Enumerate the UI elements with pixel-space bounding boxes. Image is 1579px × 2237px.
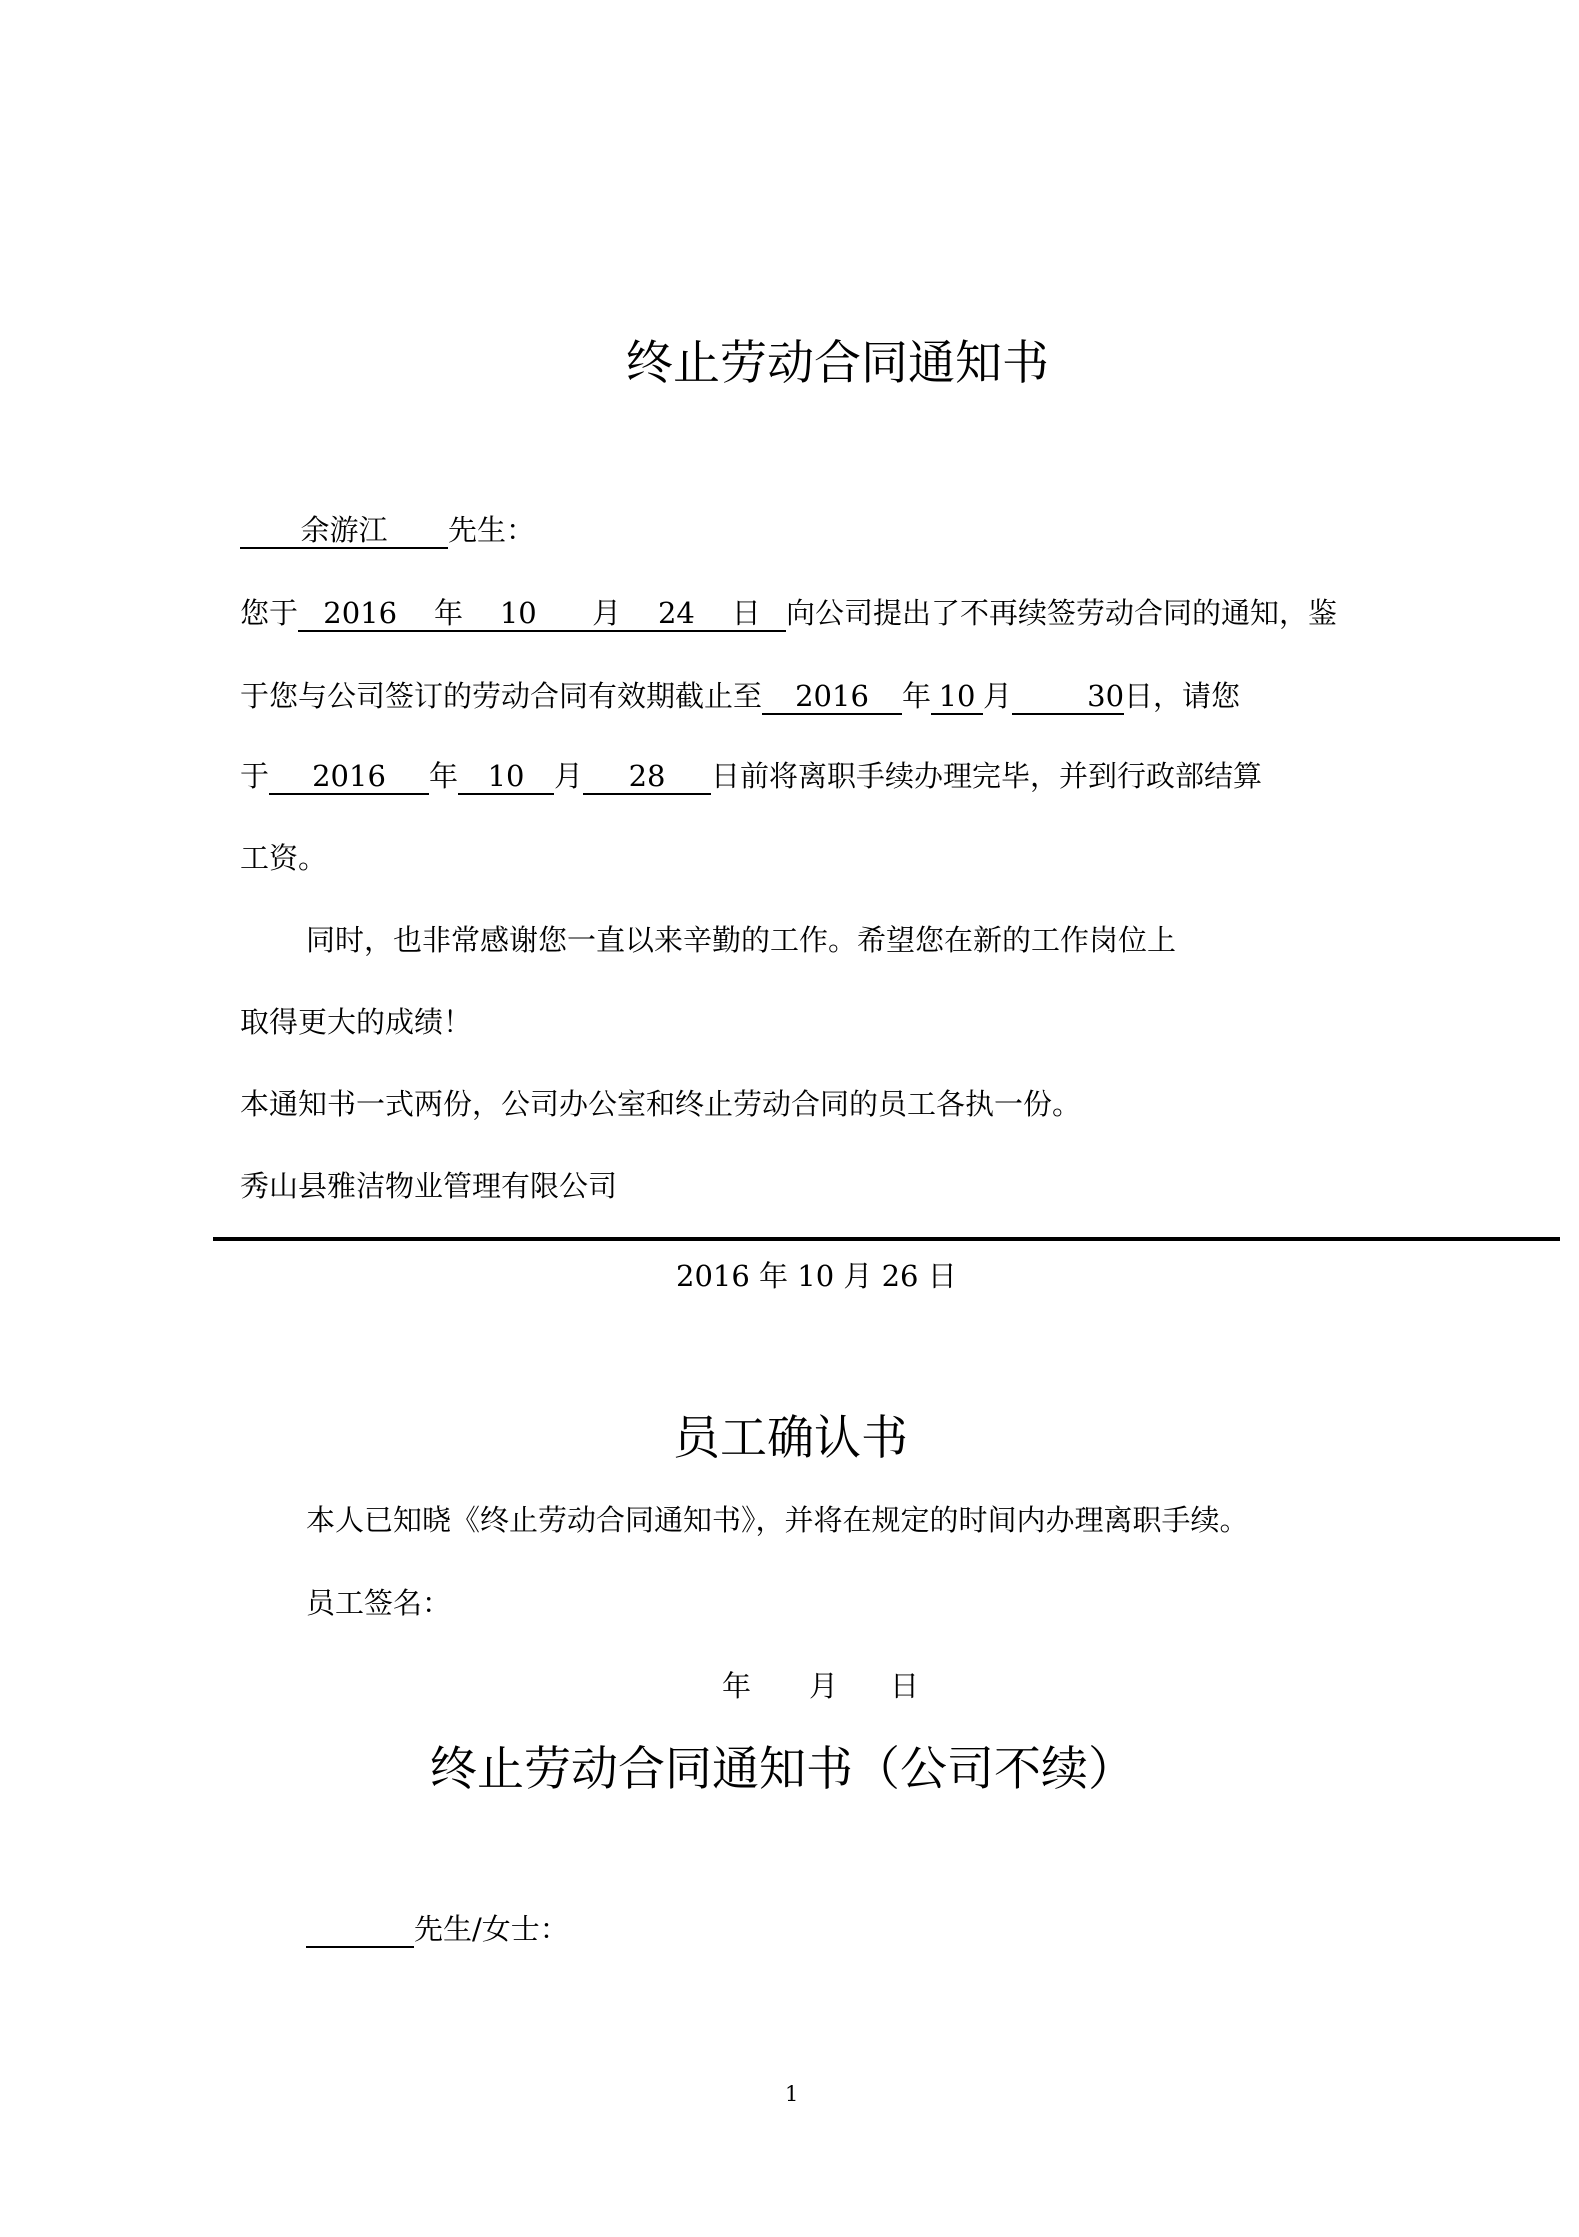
p2-year-blank xyxy=(762,679,902,715)
confirmation-day-unit: 日 xyxy=(890,1669,920,1703)
notice-line-2 xyxy=(240,679,1241,715)
notice-line-6: 取得更大的成绩！ xyxy=(240,1005,473,1039)
p2-month-blank xyxy=(931,679,983,715)
p1-month-unit: 月 xyxy=(592,596,622,630)
p3-year-unit: 年 xyxy=(429,759,459,793)
p1-year: 2016 xyxy=(323,596,398,630)
p2-day: 30 xyxy=(1087,679,1125,713)
notice-title: 终止劳动合同通知书 xyxy=(626,336,1049,391)
p2-month: 10 xyxy=(938,679,976,713)
p2-prefix: 于您与公司签订的劳动合同有效期截止至 xyxy=(240,679,763,713)
p2-rest: 日，请您 xyxy=(1124,679,1241,713)
p1-year-unit: 年 xyxy=(433,596,463,630)
notice-date: 2016 年 10 月 26 日 xyxy=(676,1259,957,1293)
notice-line-4: 工资。 xyxy=(240,841,328,875)
confirmation-title: 员工确认书 xyxy=(673,1411,908,1466)
confirmation-year-unit: 年 xyxy=(722,1669,752,1703)
notice-line-1 xyxy=(240,596,1338,632)
recipient-salutation: 先生： xyxy=(448,513,536,547)
p2-month-unit: 月 xyxy=(983,679,1013,713)
divider-line xyxy=(213,1237,1560,1241)
notice2-salutation: 先生/女士： xyxy=(414,1912,569,1946)
p3-year-blank xyxy=(269,759,429,795)
page-number: 1 xyxy=(785,2082,799,2106)
p3-rest: 日前将离职手续办理完毕，并到行政部结算 xyxy=(711,759,1263,793)
notice-line-7: 本通知书一式两份，公司办公室和终止劳动合同的员工各执一份。 xyxy=(240,1087,1082,1121)
recipient-line xyxy=(240,513,536,549)
recipient-name-blank xyxy=(240,513,448,549)
p2-year-unit: 年 xyxy=(902,679,932,713)
recipient-name: 余游江 xyxy=(300,513,388,547)
p3-month: 10 xyxy=(487,759,525,793)
p2-day-blank xyxy=(1012,679,1125,715)
confirmation-date xyxy=(722,1669,920,1703)
notice-line-3 xyxy=(240,759,1263,795)
p1-prefix: 您于 xyxy=(240,596,299,630)
p3-day: 28 xyxy=(628,759,666,793)
p2-year: 2016 xyxy=(795,679,869,713)
notice2-name-blank xyxy=(306,1915,414,1948)
p1-rest: 向公司提出了不再续签劳动合同的通知，鉴 xyxy=(786,596,1338,630)
notice2-salutation-line xyxy=(306,1912,569,1948)
p3-prefix: 于 xyxy=(240,759,270,793)
p1-month: 10 xyxy=(499,596,537,630)
notice2-title: 终止劳动合同通知书（公司不续） xyxy=(430,1742,1135,1797)
p1-date-blank xyxy=(298,596,786,632)
p1-day: 24 xyxy=(657,596,695,630)
p3-month-unit: 月 xyxy=(554,759,584,793)
p1-day-unit: 日 xyxy=(731,596,761,630)
p3-year: 2016 xyxy=(312,759,386,793)
confirmation-month-unit: 月 xyxy=(809,1669,839,1703)
p3-day-blank xyxy=(583,759,711,795)
signature-label: 员工签名： xyxy=(306,1586,452,1620)
notice-line-5: 同时，也非常感谢您一直以来辛勤的工作。希望您在新的工作岗位上 xyxy=(306,923,1177,957)
company-name: 秀山县雅洁物业管理有限公司 xyxy=(240,1169,618,1203)
p3-month-blank xyxy=(458,759,554,795)
confirmation-statement: 本人已知晓《终止劳动合同通知书》，并将在规定的时间内办理离职手续。 xyxy=(306,1503,1249,1537)
